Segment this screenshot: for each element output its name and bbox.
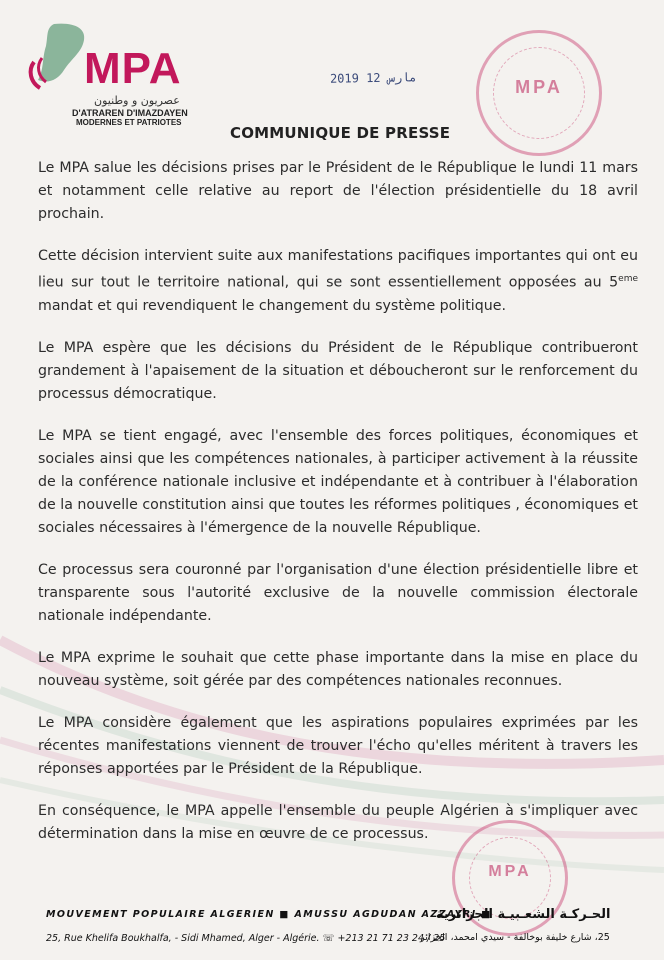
paragraph-7: Le MPA considère également que les aspirations populaires exprimées par les récentes manifestations viennent de trouver l'écho qu'elles méritent à travers les réponses apportées par le Président de la République. [38, 714, 638, 777]
footer-organization-name: MOUVEMENT POPULAIRE ALGERIEN ■ AMUSSU AGDUDAN AZZAYRI ■ [46, 909, 492, 920]
seal-text-bottom: MPA [488, 863, 532, 880]
page-title: COMMUNIQUE DE PRESSE [230, 124, 451, 142]
document-body [38, 157, 638, 865]
paragraph-2-text: Cette décision intervient suite aux manifestations pacifiques importantes qui ont eu lieu sur tout le territoire national, qui se sont essentiellement opposées au 5 [38, 248, 638, 291]
footer-address-arabic: 25، شارع خليفة بوخالفة - سيدي امحمد، الجزائر [420, 932, 610, 943]
superscript-eme: eme [618, 274, 638, 284]
paragraph-6: Le MPA exprime le souhait que cette phase importante dans la mise en place du nouveau système, soit gérée par des compétences nationales reconnues. [38, 649, 638, 689]
paragraph-5: Ce processus sera couronné par l'organisation d'une élection présidentielle libre et transparente sous l'autorité exclusive de la nouvelle commission électorale nationale indépendante. [38, 561, 638, 624]
paragraph-3: Le MPA espère que les décisions du Président de le République contribueront grandement à l'apaisement de la situation et déboucheront sur le renforcement du processus démocratique. [38, 339, 638, 402]
paragraph-1: Le MPA salue les décisions prises par le Président de le République le lundi 11 mars et notamment celle relative au report de l'élection présidentielle du 18 avril prochain. [38, 160, 638, 222]
logo-subtitle-berber: D'ATRAREN D'IMAZDAYEN [72, 108, 188, 118]
paragraph-8: En conséquence, le MPA appelle l'ensemble du peuple Algérien à s'impliquer avec détermination dans la mise en œuvre de ce processus. [38, 802, 638, 842]
paragraph-2 [38, 245, 638, 318]
official-seal-top [476, 30, 602, 156]
paragraph-2-tail: mandat et qui revendiquent le changement du système politique. [38, 297, 506, 314]
seal-text: MPA [515, 77, 563, 97]
logo-subtitle-french: MODERNES ET PATRIOTES [76, 118, 182, 127]
logo-arabic-text: عصريون و وطنيون [94, 94, 180, 107]
footer-address: 25, Rue Khelifa Boukhalfa, - Sidi Mhamed, Alger - Algérie. ☏ +213 21 71 23 24 / 25 [46, 933, 446, 944]
paragraph-4: Le MPA se tient engagé, avec l'ensemble des forces politiques, économiques et sociales ainsi que les compétences nationales, à participer activement à la réussite de la conférence nationale inclusive et indépendante et à contribuer à l'élaboration de la nouvelle constitution ainsi que toutes les réformes politiques , économiques et sociales nécessaires à l'émergence de la nouvelle République. [38, 427, 638, 536]
mpa-logo [24, 18, 204, 128]
date-stamp: 2019 مارس 12 [329, 70, 417, 86]
footer-organization-name-arabic: الحـركـة الشعـبيـة الجزائرية [436, 907, 611, 922]
logo-wordmark: MPA [84, 44, 182, 93]
